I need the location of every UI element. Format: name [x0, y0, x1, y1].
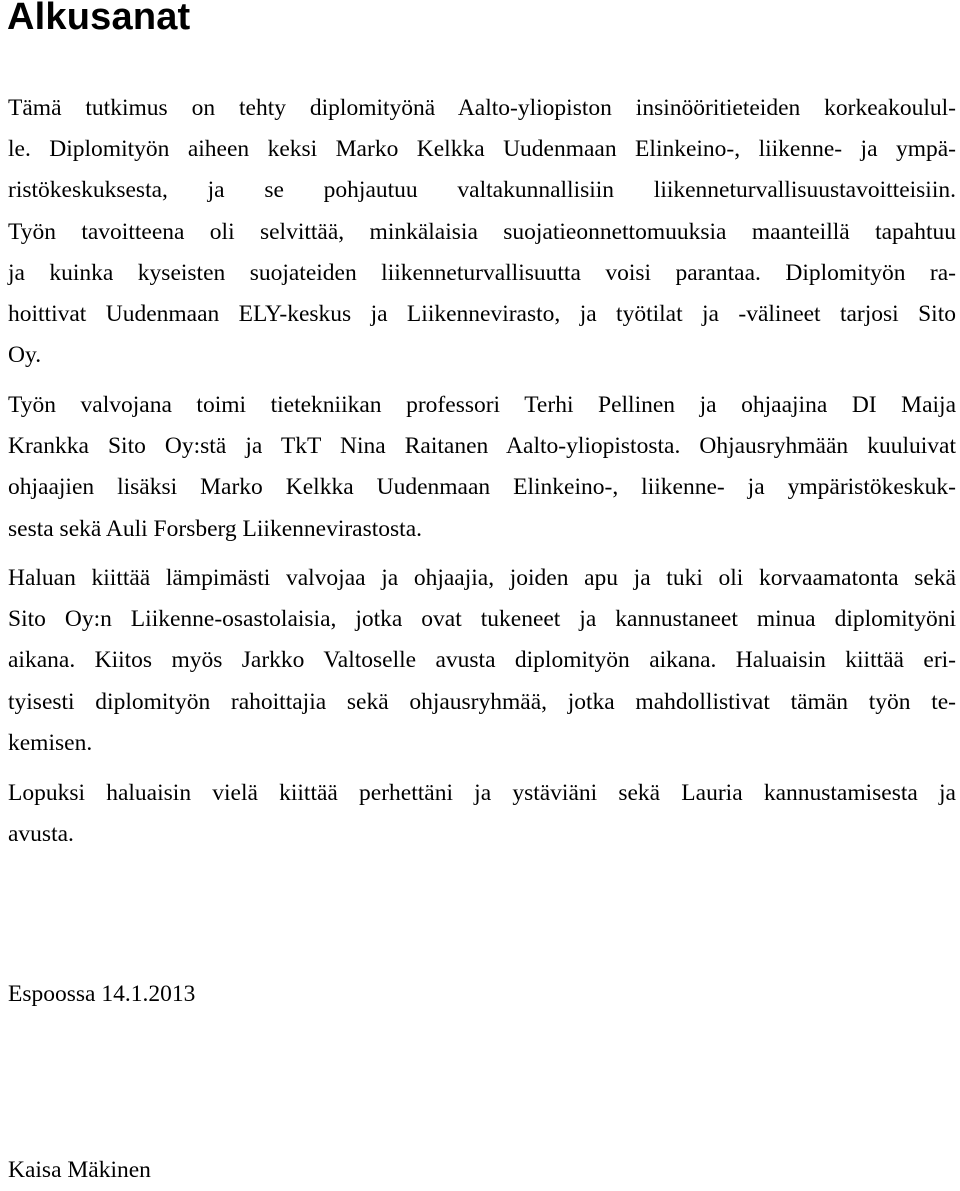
paragraph-line: aikana. Kiitos myös Jarkko Valtoselle avusta diplomityön aikana. Haluaisin kiittää eri- — [8, 647, 956, 674]
paragraph-line: avusta. — [8, 821, 74, 848]
paragraph-line: le. Diplomityön aiheen keksi Marko Kelkka Uudenmaan Elinkeino-, liikenne- ja ympä- — [8, 136, 956, 163]
paragraph-line: ja kuinka kyseisten suojateiden liikenneturvallisuutta voisi parantaa. Diplomityön ra- — [8, 259, 956, 286]
paragraph-line: hoittivat Uudenmaan ELY-keskus ja Liikennevirasto, ja työtilat ja -välineet tarjosi Sito — [8, 300, 956, 327]
paragraph-3 — [8, 558, 956, 764]
page-title: Alkusanat — [7, 0, 191, 38]
paragraph-1 — [8, 88, 956, 376]
paragraph-line: Työn valvojana toimi tietekniikan professori Terhi Pellinen ja ohjaajina DI Maija — [8, 392, 956, 418]
paragraph-line: ristökeskuksesta, ja se pohjautuu valtakunnallisiin liikenneturvallisuustavoitteisiin. — [8, 177, 956, 204]
author-signature: Kaisa Mäkinen — [8, 1157, 151, 1183]
paragraph-line: sesta sekä Auli Forsberg Liikennevirastosta. — [8, 515, 423, 542]
paragraph-line: Lopuksi haluaisin vielä kiittää perhettäni ja ystäviäni sekä Lauria kannustamisesta ja — [8, 780, 956, 806]
paragraph-line: Oy. — [8, 342, 42, 369]
paragraph-line: kemisen. — [8, 729, 93, 756]
paragraph-line: Krankka Sito Oy:stä ja TkT Nina Raitanen Aalto-yliopistosta. Ohjausryhmään kuuluivat — [8, 433, 956, 460]
paragraph-line: Sito Oy:n Liikenne-osastolaisia, jotka ovat tukeneet ja kannustaneet minua diplomityöni — [8, 606, 956, 633]
paragraph-line: Haluan kiittää lämpimästi valvojaa ja ohjaajia, joiden apu ja tuki oli korvaamatonta sekä — [8, 565, 956, 591]
paragraph-line: Tämä tutkimus on tehty diplomityönä Aalto-yliopiston insinööritieteiden korkeakoulul- — [8, 95, 956, 121]
document-page — [7, 0, 956, 1183]
paragraph-line: tyisesti diplomityön rahoittajia sekä ohjausryhmää, jotka mahdollistivat tämän työn te- — [8, 688, 956, 715]
paragraph-2 — [8, 385, 956, 550]
paragraph-line: Työn tavoitteena oli selvittää, minkälaisia suojatieonnettomuuksia maanteillä tapahtuu — [8, 218, 956, 245]
paragraph-line: ohjaajien lisäksi Marko Kelkka Uudenmaan Elinkeino-, liikenne- ja ympäristökeskuk- — [8, 474, 956, 501]
place-and-date: Espoossa 14.1.2013 — [8, 981, 196, 1007]
paragraph-4 — [8, 773, 956, 855]
